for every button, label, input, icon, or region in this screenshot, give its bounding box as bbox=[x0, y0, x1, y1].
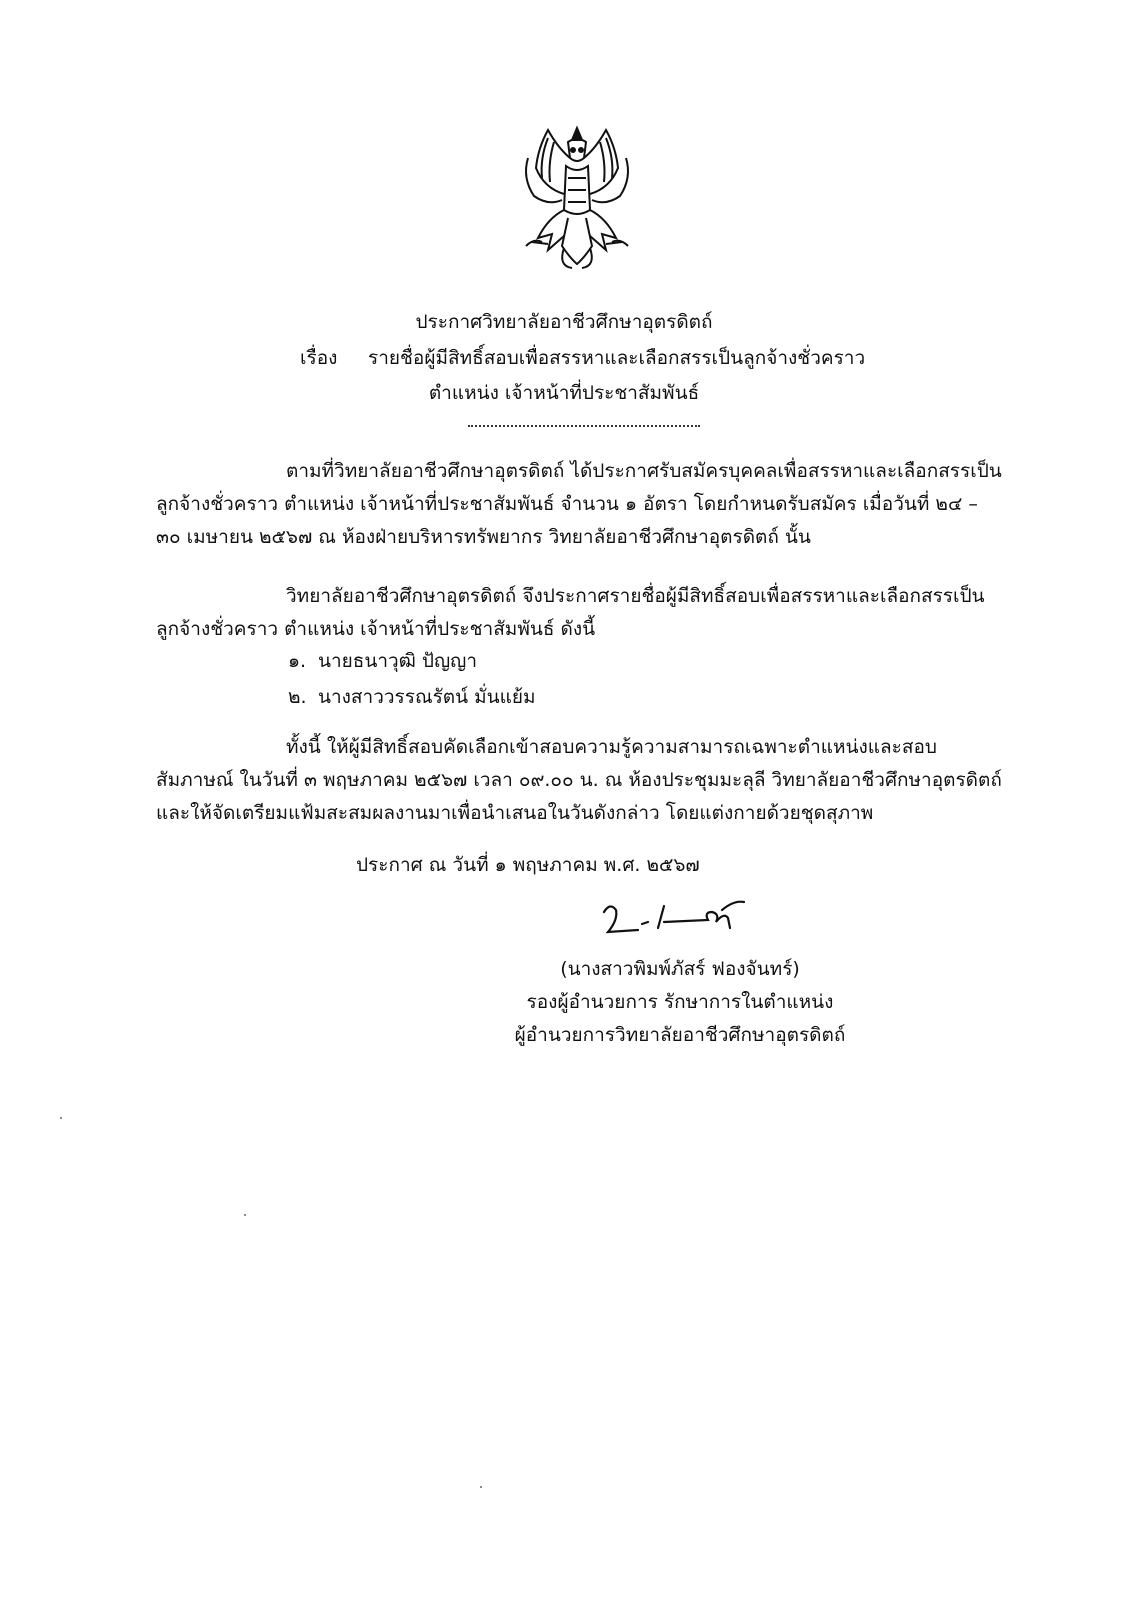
list-item bbox=[288, 649, 477, 673]
document-title: ประกาศวิทยาลัยอาชีวศึกษาอุตรดิตถ์ bbox=[415, 311, 713, 333]
handwritten-signature bbox=[598, 898, 748, 938]
subject-label: เรื่อง bbox=[300, 347, 338, 369]
scan-speck bbox=[480, 1486, 482, 1488]
signer-title-line1: รองผู้อำนวยการ รักษาการในตำแหน่ง bbox=[526, 991, 834, 1013]
paragraph-1: ตามที่วิทยาลัยอาชีวศึกษาอุตรดิตถ์ ได้ประกาศรับสมัครบุคคลเพื่อสรรหาและเลือกสรรเป็นลูกจ้างชั่วคราว ตำแหน่ง เจ้าหน้าที่ประชาสัมพันธ์ จำนวน ๑ อัตรา โดยกำหนดรับสมัคร เมื่อวันที่ ๒๔ – ๓๐ เมษายน ๒๕๖๗ ณ ห้องฝ่ายบริหารทรัพยากร วิทยาลัยอาชีวศึกษาอุตรดิตถ์ นั้น bbox=[156, 460, 1002, 548]
list-item bbox=[288, 685, 536, 709]
scan-speck bbox=[60, 1117, 62, 1119]
dotted-separator bbox=[468, 425, 700, 427]
announce-date: ประกาศ ณ วันที่ ๑ พฤษภาคม พ.ศ. ๒๕๖๗ bbox=[356, 854, 700, 876]
position-line: ตำแหน่ง เจ้าหน้าที่ประชาสัมพันธ์ bbox=[428, 382, 700, 404]
paragraph-2: วิทยาลัยอาชีวศึกษาอุตรดิตถ์ จึงประกาศรายชื่อผู้มีสิทธิ์สอบเพื่อสรรหาและเลือกสรรเป็นลูกจ้างชั่วคราว ตำแหน่ง เจ้าหน้าที่ประชาสัมพันธ์ ดังนี้ bbox=[156, 585, 985, 640]
signer-name: (นางสาวพิมพ์ภัสร์ ฟองจันทร์) bbox=[560, 958, 800, 980]
candidate-name: นางสาววรรณรัตน์ มั่นแย้ม bbox=[318, 686, 536, 708]
list-number: ๒. bbox=[288, 686, 307, 708]
list-number: ๑. bbox=[288, 650, 307, 672]
candidate-name: นายธนาวุฒิ ปัญญา bbox=[318, 650, 478, 672]
signer-block bbox=[500, 953, 860, 1052]
garuda-emblem-icon bbox=[518, 118, 636, 278]
paragraph-3: ทั้งนี้ ให้ผู้มีสิทธิ์สอบคัดเลือกเข้าสอบความรู้ความสามารถเฉพาะตำแหน่งและสอบสัมภาษณ์ ในวันที่ ๓ พฤษภาคม ๒๕๖๗ เวลา ๐๙.๐๐ น. ณ ห้องประชุมมะลุลี วิทยาลัยอาชีวศึกษาอุตรดิตถ์ และให้จัดเตรียมแฟ้มสะสมผลงานมาเพื่อนำเสนอในวันดังกล่าว โดยแต่งกายด้วยชุดสุภาพ bbox=[156, 736, 1002, 824]
signer-title-line2: ผู้อำนวยการวิทยาลัยอาชีวศึกษาอุตรดิตถ์ bbox=[514, 1024, 846, 1046]
subject-text: รายชื่อผู้มีสิทธิ์สอบเพื่อสรรหาและเลือกสรรเป็นลูกจ้างชั่วคราว bbox=[368, 347, 866, 369]
scan-speck bbox=[244, 1214, 246, 1216]
